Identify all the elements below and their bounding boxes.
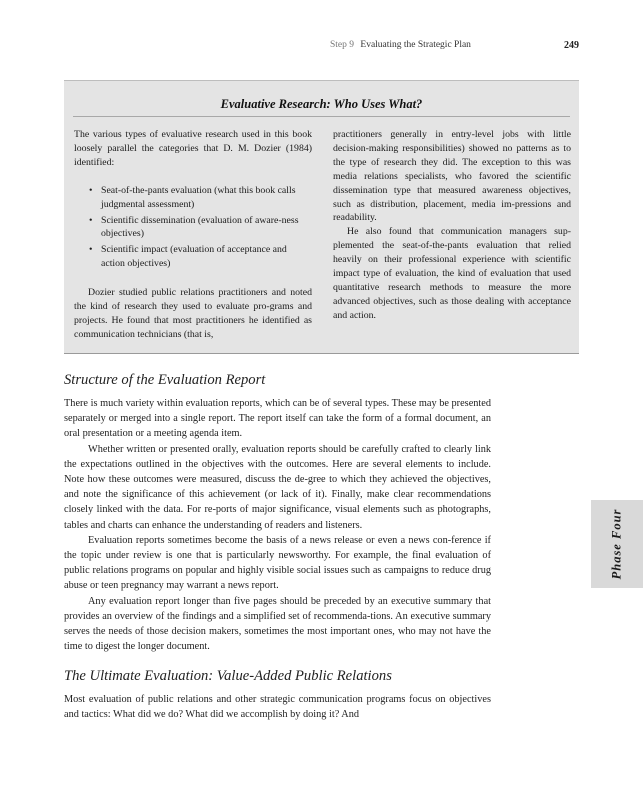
sidebar-bullet-list [74,184,312,271]
bullet-item: • Scientific impact (evaluation of acceptance and action objectives) [89,244,287,270]
bullet-item: • Seat-of-the-pants evaluation (what this book calls judgmental assessment) [89,184,296,210]
body-paragraph: Any evaluation report longer than five pages should be preceded by an executive summary that provides an overview of the findings and a simplified set of recommenda-tions. An executive summary serves the needs of those decision makers, sometimes the most important ones, who may not have the time to digest the longer document. [64,595,491,653]
running-header [330,40,579,50]
section-ultimate-evaluation [64,667,491,722]
sidebar-box [64,80,579,354]
phase-tab-label: Phase Four [609,508,624,580]
page-number: 249 [564,40,579,51]
sidebar-right-para: practitioners generally in entry-level jobs with little decision-making responsibilities) showed no patterns as to the type of research they did. The exception to this was media relations specialists, who favored the scientific dissemination type that measured awareness objectives, such as distribution, placement, media im-pressions and readability. [333,129,571,224]
body-paragraph: Whether written or presented orally, evaluation reports should be carefully crafted to clearly link the expectations outlined in the objectives with the outcomes. Here are several elements to include. Note how these outcomes were measured, discuss the de-gree to which they achieved the objectives, and note the significance of this achievement (or lack of it). Finally, make clear recommendations closely linked with the data. For re-ports of major significance, visual elements such as photographs, tables and charts can enhance the understanding of readers and listeners. [64,443,491,531]
section-heading: Structure of the Evaluation Report [64,372,266,388]
section-heading: The Ultimate Evaluation: Value-Added Public Relations [64,668,392,684]
sidebar-intro: The various types of evaluative research used in this book loosely parallel the categories that D. M. Dozier (1984) identified: [74,129,312,168]
sidebar-title: Evaluative Research: Who Uses What? [73,97,570,117]
chapter-title: Evaluating the Strategic Plan [360,40,471,50]
bullet-icon: • [89,184,93,196]
body-paragraph: There is much variety within evaluation reports, which can be of several types. These may be presented separately or merged into a single report. The report itself can take the form of a formal document, an oral presentation or a meeting agenda item. [64,398,491,440]
sidebar-right-para: He also found that communication managers sup-plemented the seat-of-the-pants evaluation that relied heavily on their professional experience with scientific impact type of evaluation, the kind of evaluation that used quantitative research methods to measure the more advanced objectives, such as those dealing with acceptance and action. [333,226,571,321]
body-paragraph: Evaluation reports sometimes become the basis of a news release or even a news con-ference if the topic under review is one that is particularly newsworthy. For example, the final evaluation of public relations programs on popular and highly visible social issues such as campaigns to reduce drug abuse or teen pregnancy may warrant a news report. [64,534,491,592]
sidebar-closing: Dozier studied public relations practitioners and noted the kind of research they used to evaluate pro-grams and projects. He found that most practitioners he identified as communication technicians (that is, [74,287,312,340]
sidebar-right-column [333,128,571,323]
bullet-icon: • [89,244,93,256]
bullet-icon: • [89,214,93,226]
section-structure [64,371,491,654]
phase-tab [591,500,643,588]
sidebar-left-column [74,128,312,342]
body-paragraph: Most evaluation of public relations and other strategic communication programs focus on objectives and tactics: What did we do? What did we accomplish by doing it? And [64,694,491,721]
bullet-item: • Scientific dissemination (evaluation of aware-ness objectives) [89,214,299,240]
step-label: Step 9 [330,40,355,50]
